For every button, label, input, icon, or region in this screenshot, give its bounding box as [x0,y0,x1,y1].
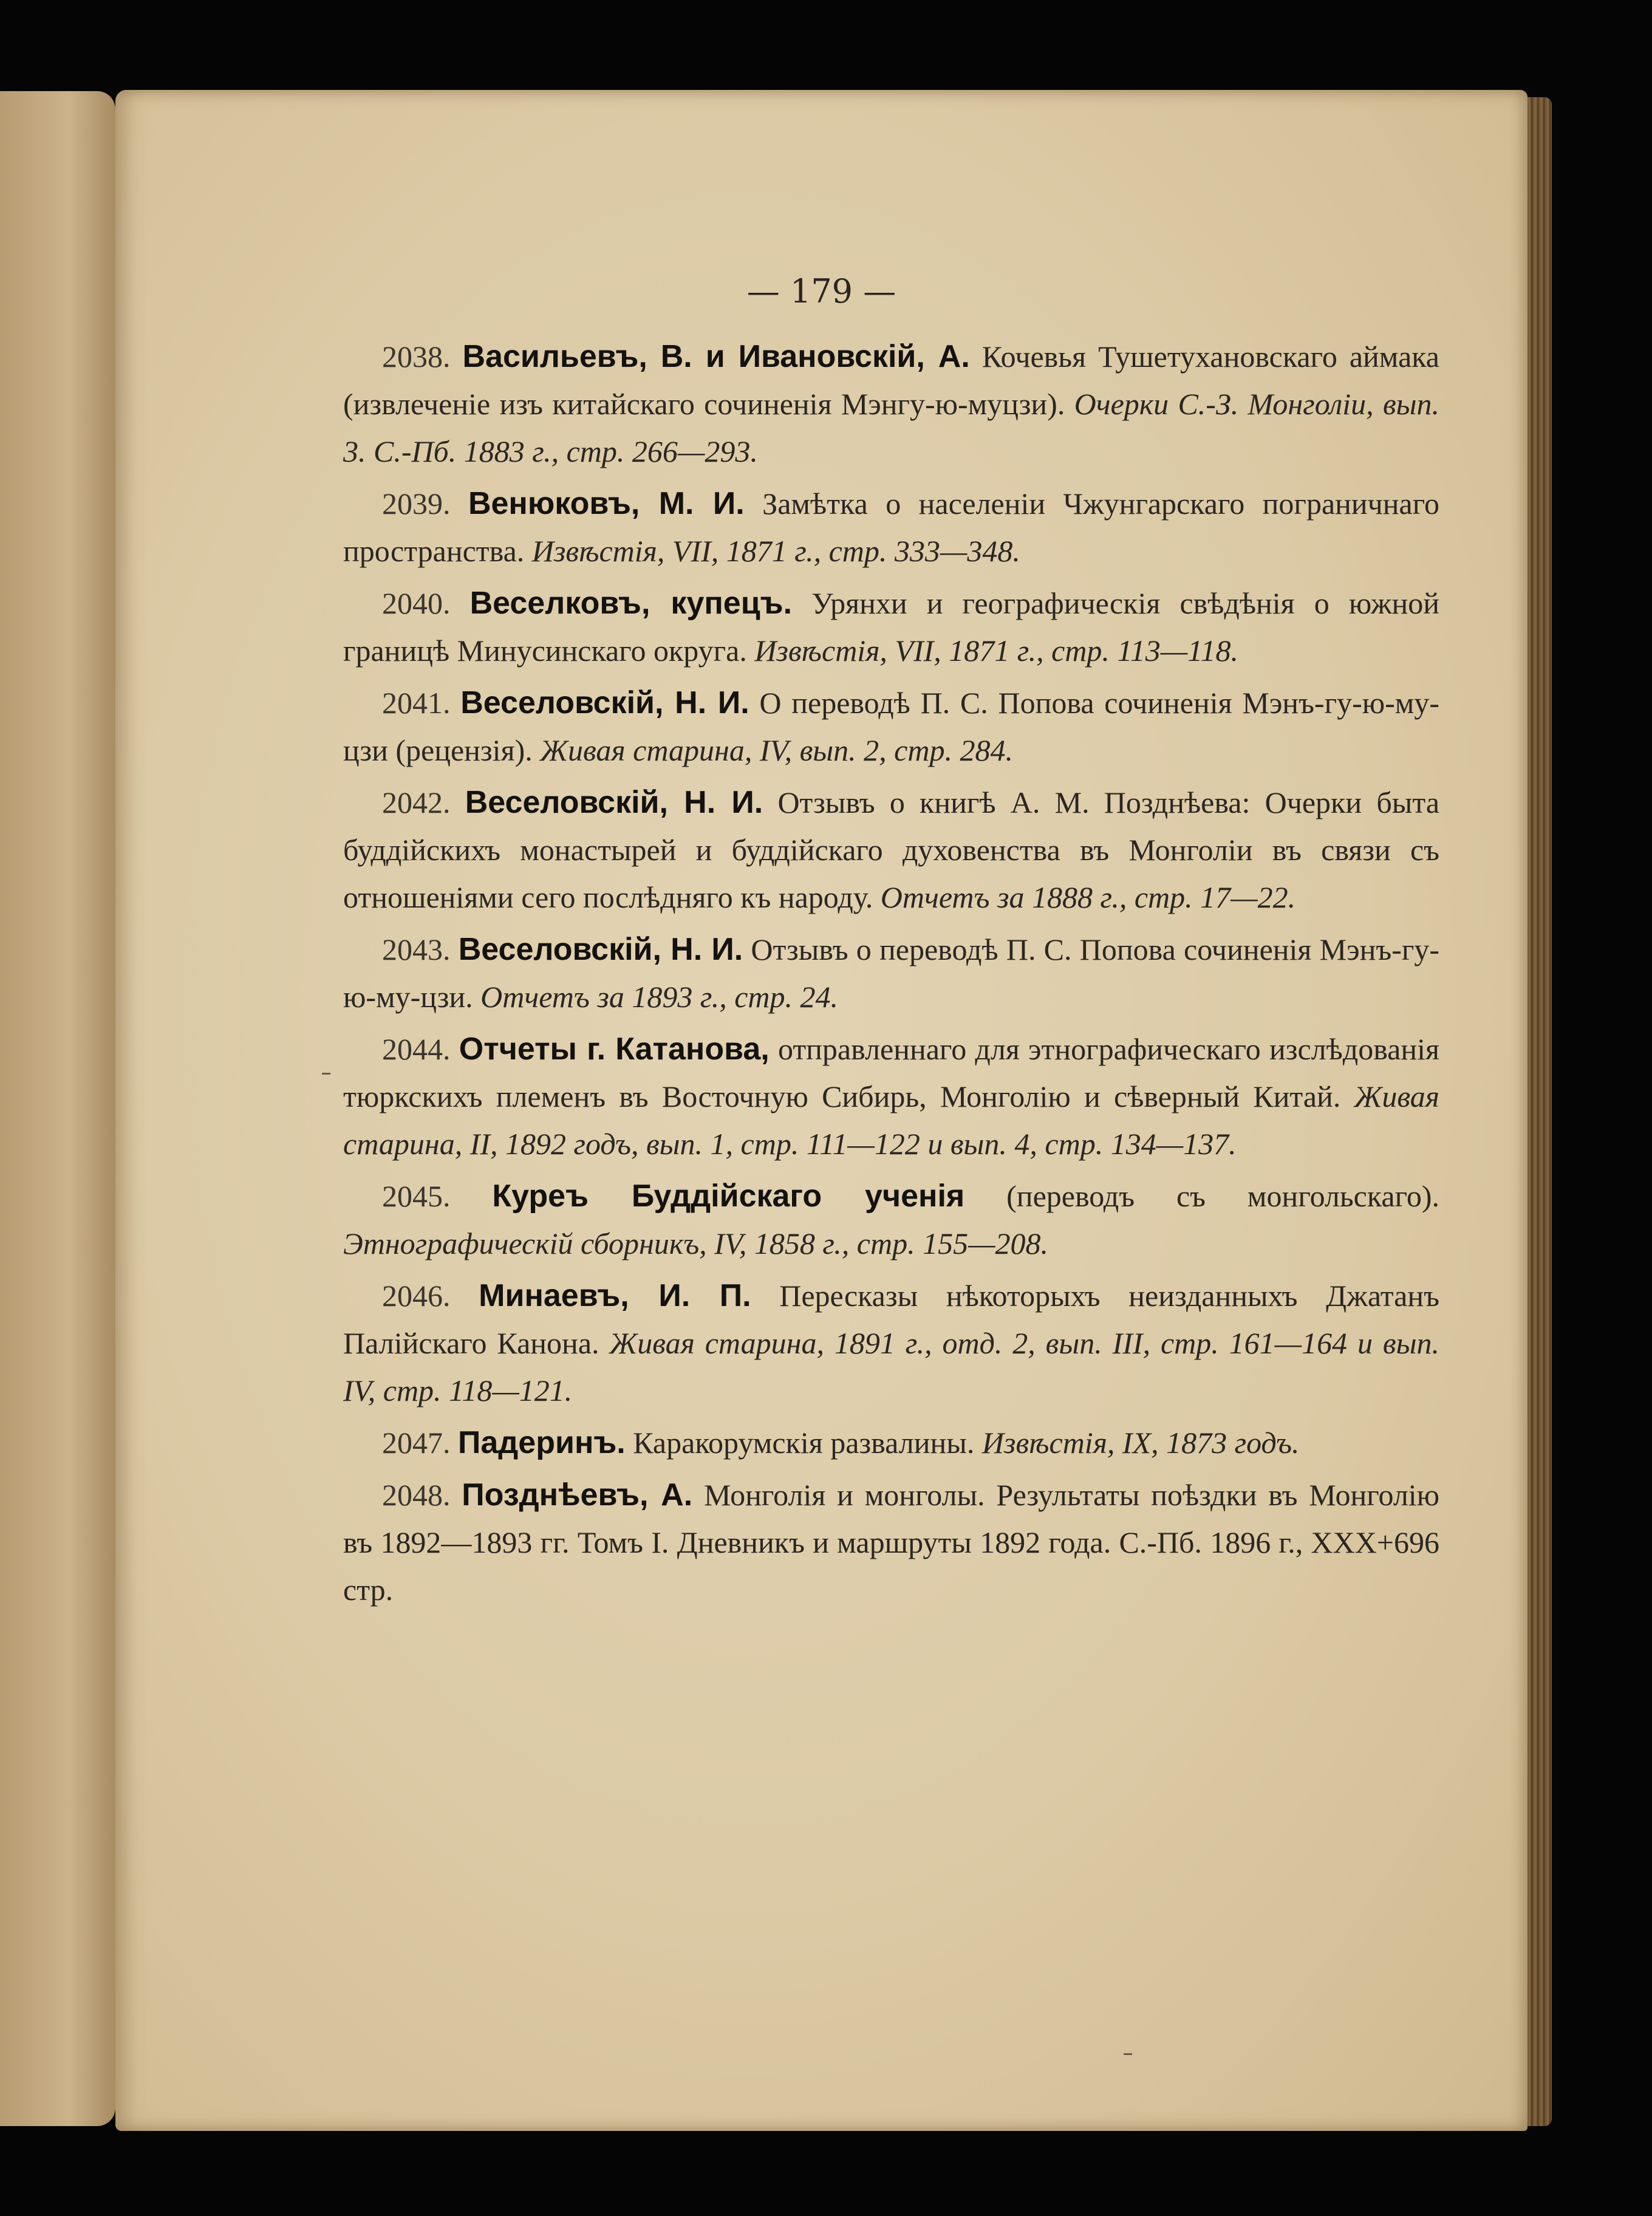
entry-author: Веселовскій, Н. И. [458,932,743,967]
bibliography-entry-2039 [343,480,1439,575]
entry-title: Каракорумскія развалины. [633,1426,975,1460]
entry-number: 2043. [382,932,451,966]
entry-number: 2047. [382,1426,451,1460]
entry-number: 2038. [382,340,451,374]
entry-number: 2045. [382,1179,451,1213]
bibliography-entries [343,333,1439,1618]
entry-number: 2040. [382,586,451,620]
bibliography-entry-2040 [343,580,1439,674]
entry-citation: Очерки С.-З. Монголіи, вып. 3. С.-Пб. 1883 г., стр. 266—293. [343,387,1440,468]
entry-citation: Извѣстія, IX, 1873 годъ. [981,1426,1300,1460]
entry-author: Отчеты г. Катанова, [459,1031,770,1067]
entry-title: Монголія и монголы. Результаты поѣздки въ Монголію въ 1892—1893 гг. Томъ I. Дневникъ и маршруты 1892 года. С.-Пб. 1896 г., XXX+696 стр. [343,1478,1440,1607]
bibliography-entry-2041 [343,679,1439,774]
entry-author: Васильевъ, В. и Ивановскій, А. [462,339,970,374]
book-page [115,90,1527,2131]
entry-number: 2039. [382,487,451,521]
entry-author: Минаевъ, И. П. [479,1278,751,1313]
entry-citation: Этнографическій сборникъ, IV, 1858 г., стр. 155—208. [343,1226,1049,1260]
entry-number: 2046. [382,1279,451,1313]
entry-author: Позднѣевъ, А. [462,1477,693,1513]
bibliography-entry-2038 [343,333,1439,475]
entry-citation: Живая старина, IV, вып. 2, стр. 284. [540,733,1013,767]
bibliography-entry-2044 [343,1025,1439,1168]
entry-author: Куреъ Буддійскаго ученія [492,1178,965,1214]
page-number: — 179 — [746,272,896,310]
entry-citation: Живая старина, II, 1892 годъ, вып. 1, стр. 111—122 и вып. 4, стр. 134—137. [343,1079,1439,1161]
entry-title: Пересказы нѣкоторыхъ неизданныхъ Джатанъ Палійскаго Канона. [343,1279,1439,1360]
bibliography-entry-2045 [343,1172,1439,1267]
entry-citation: Извѣстія, VII, 1871 г., стр. 113—118. [754,634,1238,668]
entry-author: Падеринъ. [458,1425,626,1460]
entry-author: Веселовскій, Н. И. [460,685,749,720]
entry-title: отправленнаго для этнографическаго изслѣдованія тюркскихъ племенъ въ Восточную Сибирь, Монголію и сѣверный Китай. [343,1032,1440,1113]
entry-title: Замѣтка о населеніи Чжунгарскаго пограничнаго пространства. [343,487,1440,568]
margin-pencil-mark [1124,2053,1132,2055]
entry-title: Отзывъ о переводѣ П. С. Попова сочиненія Мэнъ-гу-ю-му-цзи. [343,932,1440,1014]
entry-author: Веселовскій, Н. И. [465,785,763,820]
bibliography-entry-2048 [343,1471,1439,1613]
entry-citation: Извѣстія, VII, 1871 г., стр. 333—348. [531,534,1020,568]
entry-citation: Живая старина, 1891 г., отд. 2, вып. III, стр. 161—164 и вып. IV, стр. 118—121. [343,1326,1439,1407]
entry-title: О переводѣ П. С. Попова сочиненія Мэнъ-гу-ю-му-цзи (рецензія). [343,686,1440,767]
bibliography-entry-2046 [343,1272,1439,1414]
entry-number: 2042. [382,785,451,819]
bibliography-entry-2042 [343,779,1439,921]
bibliography-entry-2043 [343,926,1439,1021]
entry-title: Отзывъ о книгѣ А. М. Позднѣева: Очерки быта буддійскихъ монастырей и буддійскаго духовенства въ Монголіи въ связи съ отношеніями сего послѣдняго къ народу. [343,785,1440,914]
entry-number: 2041. [382,686,451,720]
entry-number: 2048. [382,1478,451,1512]
entry-title: (переводъ съ монгольскаго). [1006,1179,1440,1213]
entry-author: Венюковъ, М. И. [468,486,745,521]
bibliography-entry-2047 [343,1419,1439,1466]
entry-number: 2044. [382,1032,451,1066]
entry-author: Веселковъ, купецъ. [469,586,793,621]
entry-citation: Отчетъ за 1893 г., стр. 24. [480,980,838,1014]
entry-title: Кочевья Тушетухановскаго аймака (извлеченіе изъ китайскаго сочиненія Мэнгу-ю-муцзи). [343,340,1439,421]
entry-title: Урянхи и географическія свѣдѣнія о южной границѣ Минусинскаго округа. [343,586,1440,668]
margin-pencil-mark [322,1073,330,1075]
entry-citation: Отчетъ за 1888 г., стр. 17—22. [880,880,1296,914]
left-page-edge [0,91,115,2126]
